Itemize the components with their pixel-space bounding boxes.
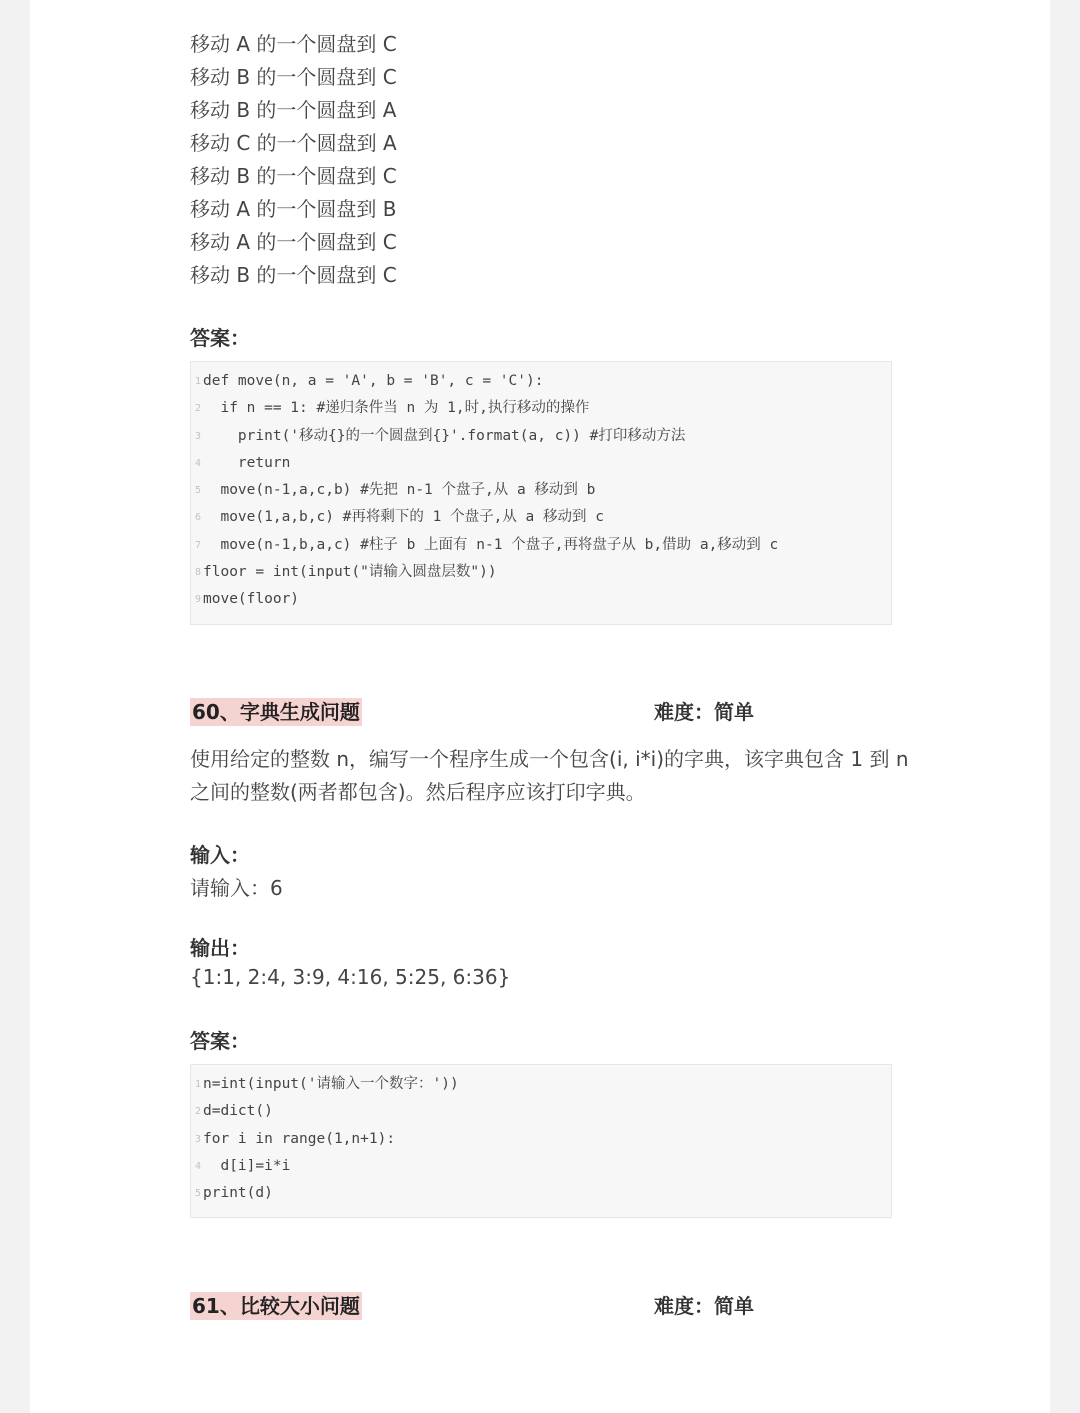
output-line: 移动 B 的一个圆盘到 C: [190, 164, 397, 188]
code-line: 2 d=dict(): [194, 1103, 273, 1120]
output-label: 输出：: [190, 936, 250, 960]
code-line: 9 move(floor): [194, 591, 300, 608]
problem-description-line: 之间的整数(两者都包含)。然后程序应该打印字典。: [190, 780, 646, 804]
code-line: 5 print(d): [194, 1185, 273, 1202]
code-line: 5 move(n-1,a,c,b) #先把 n-1 个盘子,从 a 移动到 b: [194, 482, 596, 499]
section-title-61: 61、比较大小问题: [192, 1294, 360, 1318]
output-line: 移动 A 的一个圆盘到 C: [190, 32, 397, 56]
output-line: 移动 B 的一个圆盘到 C: [190, 65, 397, 89]
code-line: 1 def move(n, a = 'A', b = 'B', c = 'C'):: [194, 373, 544, 389]
code-line: 4 return: [194, 454, 291, 471]
code-line: 4 d[i]=i*i: [194, 1157, 291, 1174]
code-line: 3 print('移动{}的一个圆盘到{}'.format(a, c)) #打印移动方法: [194, 427, 686, 444]
input-label: 输入：: [190, 843, 250, 867]
difficulty-label-61: 难度：简单: [654, 1294, 754, 1318]
output-line: 移动 C 的一个圆盘到 A: [190, 131, 397, 155]
code-line: 3 for i in range(1,n+1):: [194, 1130, 396, 1147]
code-block-hanoi: [190, 361, 892, 625]
output-line: 移动 B 的一个圆盘到 A: [190, 98, 397, 122]
output-line: 移动 A 的一个圆盘到 C: [190, 230, 397, 254]
output-line: 移动 B 的一个圆盘到 C: [190, 263, 397, 287]
code-line: 1 n=int(input('请输入一个数字：')): [194, 1076, 459, 1092]
output-line: 移动 A 的一个圆盘到 B: [190, 197, 397, 221]
code-line: 2 if n == 1: #递归条件当 n 为 1,时,执行移动的操作: [194, 400, 590, 417]
input-value: 请输入：6: [190, 876, 283, 900]
difficulty-label-60: 难度：简单: [654, 700, 754, 724]
problem-description-line: 使用给定的整数 n，编写一个程序生成一个包含(i, i*i)的字典，该字典包含 1 到 n: [190, 747, 909, 771]
output-value: {1:1, 2:4, 3:9, 4:16, 5:25, 6:36}: [190, 965, 511, 989]
code-line: 8 floor = int(input("请输入圆盘层数")): [194, 564, 497, 581]
section-title-60: 60、字典生成问题: [192, 700, 360, 724]
answer-label: 答案：: [190, 326, 250, 350]
code-block-dict: [190, 1064, 892, 1218]
code-line: 7 move(n-1,b,a,c) #柱子 b 上面有 n-1 个盘子,再将盘子从 b,借助 a,移动到 c: [194, 536, 779, 553]
code-line: 6 move(1,a,b,c) #再将剩下的 1 个盘子,从 a 移动到 c: [194, 509, 604, 526]
answer-label: 答案：: [190, 1029, 250, 1053]
